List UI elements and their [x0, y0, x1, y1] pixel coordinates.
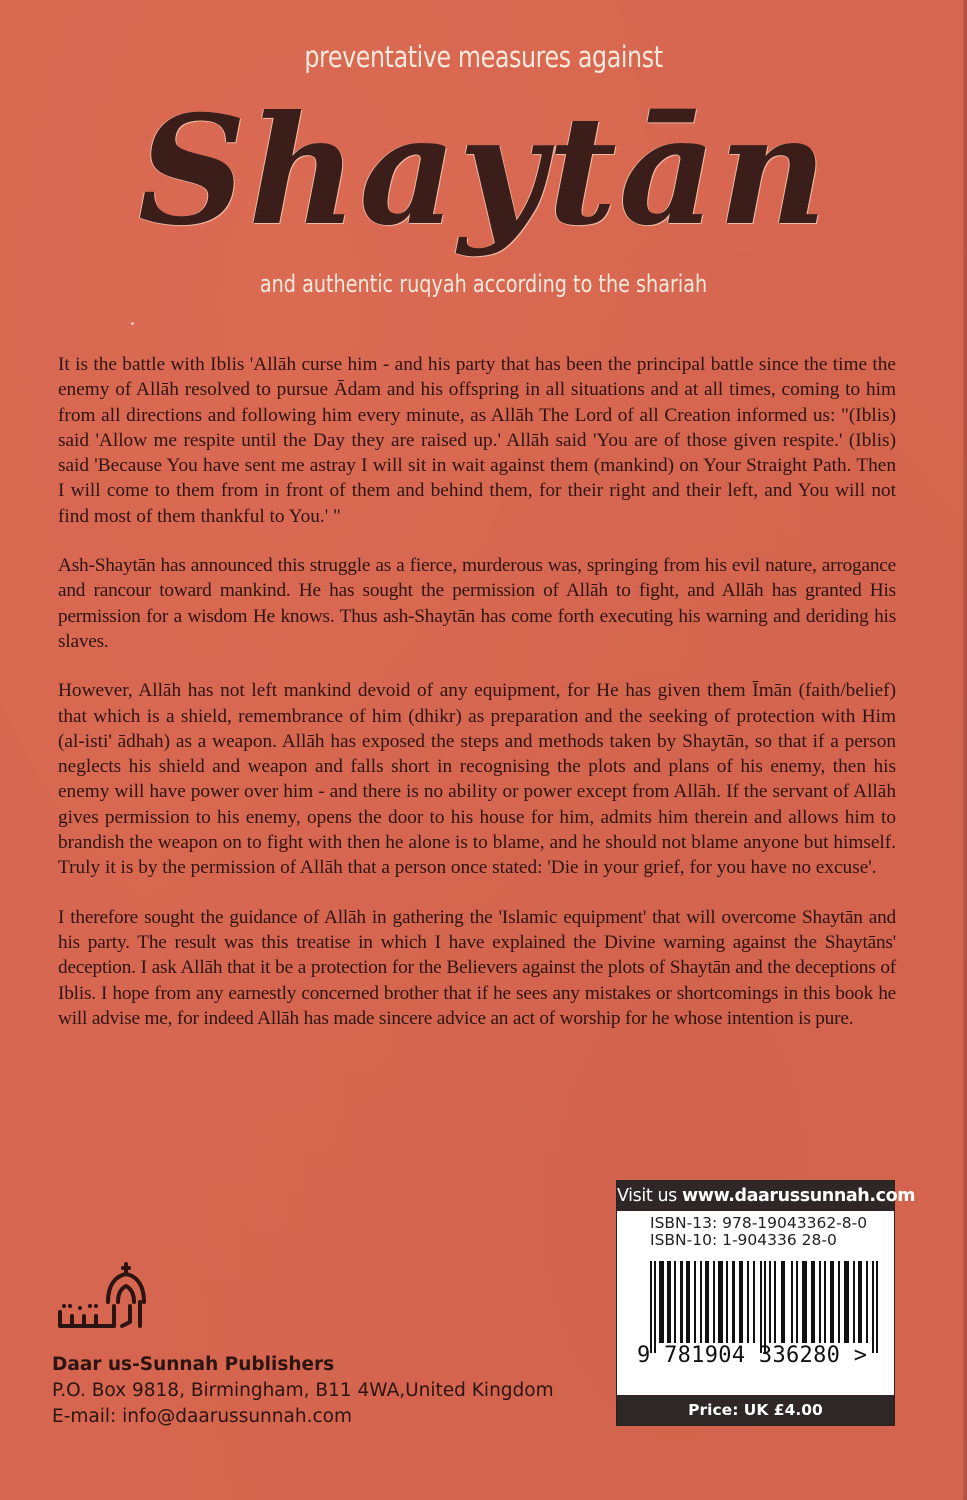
- barcode-digits: 9 781904 336280 >: [637, 1343, 868, 1368]
- isbn-10: ISBN-10: 1-904336 28-0: [650, 1231, 837, 1249]
- blurb-paragraph-1: It is the battle with Iblis 'Allāh curse him - and his party that has been the principal battle since the time the enemy of Allāh resolved to pursue Ādam and his offspring in all situations and at all times, coming to him from all directions and following him every minute, as Allāh The Lord of all Creation informed us: "(Iblis) said 'Allow me respite until the Day they are raised up.' Allāh said 'You are of those given respite.' (Iblis) said 'Because You have sent me astray I will sit in wait against them (mankind) on Your Straight Path. Then I will come to them from in front of them and behind them, for their right and their left, and You will not find most of them thankful to You.' ": [58, 354, 896, 527]
- visit-prefix: Visit us: [617, 1186, 683, 1206]
- publisher-email: E-mail: info@daarussunnah.com: [52, 1406, 352, 1427]
- subtitle-top: preventative measures against: [304, 40, 663, 74]
- main-title: Shaytān: [137, 83, 830, 259]
- price-label: Price: UK £4.00: [617, 1395, 894, 1425]
- website-banner: [617, 1181, 916, 1211]
- isbn-barcode-panel: [616, 1180, 916, 1426]
- website-link[interactable]: www.daarussunnah.com: [682, 1186, 916, 1206]
- barcode-icon: [650, 1261, 884, 1353]
- speck: [131, 322, 134, 325]
- publisher-address: P.O. Box 9818, Birmingham, B11 4WA,United Kingdom: [52, 1380, 554, 1401]
- isbn-13: ISBN-13: 978-19043362-8-0: [650, 1214, 868, 1232]
- publisher-name: Daar us-Sunnah Publishers: [52, 1354, 335, 1375]
- blurb-text: [58, 352, 896, 1055]
- blurb-paragraph-4: I therefore sought the guidance of Allāh in gathering the 'Islamic equipment' that will overcome Shaytān and his party. The result was this treatise in which I have explained the Divine warning against the Shaytāns' deception. I ask Allāh that it be a protection for the Believers against the plots of Shaytān and the deceptions of Iblis. I hope from any earnestly concerned brother that if he sees any mistakes or shortcomings in this book he will advise me, for indeed Allāh has made sincere advice an act of worship for he whose intention is pure.: [58, 906, 896, 1029]
- blurb-paragraph-2: Ash-Shaytān has announced this struggle as a fierce, murderous was, springing from his evil nature, arrogance and rancour toward mankind. He has sought the permission of Allāh to fight, and Allāh has granted His permission for a wisdom He knows. Thus ash-Shaytān has come forth executing his warning and deriding his slaves.: [58, 555, 896, 652]
- subtitle-bottom: and authentic ruqyah according to the shariah: [259, 270, 708, 298]
- publisher-logo-icon: [52, 1262, 152, 1334]
- blurb-paragraph-3: However, Allāh has not left mankind devoid of any equipment, for He has given them Īmān (faith/belief) that which is a shield, remembrance of him (dhikr) as preparation and the seeking of protection with Him (al-isti' ādhah) as a weapon. Allāh has exposed the steps and methods taken by Shaytān, so that if a person neglects his shield and weapon and falls short in recognising the plots and plans of his enemy, then his enemy will have power over him - and there is no ability or power except from Allāh. If the servant of Allāh gives permission to his enemy, opens the door to his house for him, admits him therein and allows him to brandish the weapon on to fight with then he alone is to blame, and he should not blame anyone but himself. Truly it is by the permission of Allāh that a person once stated: 'Die in your grief, for you have no excuse'.: [58, 680, 896, 879]
- isbn-lines: [617, 1211, 894, 1249]
